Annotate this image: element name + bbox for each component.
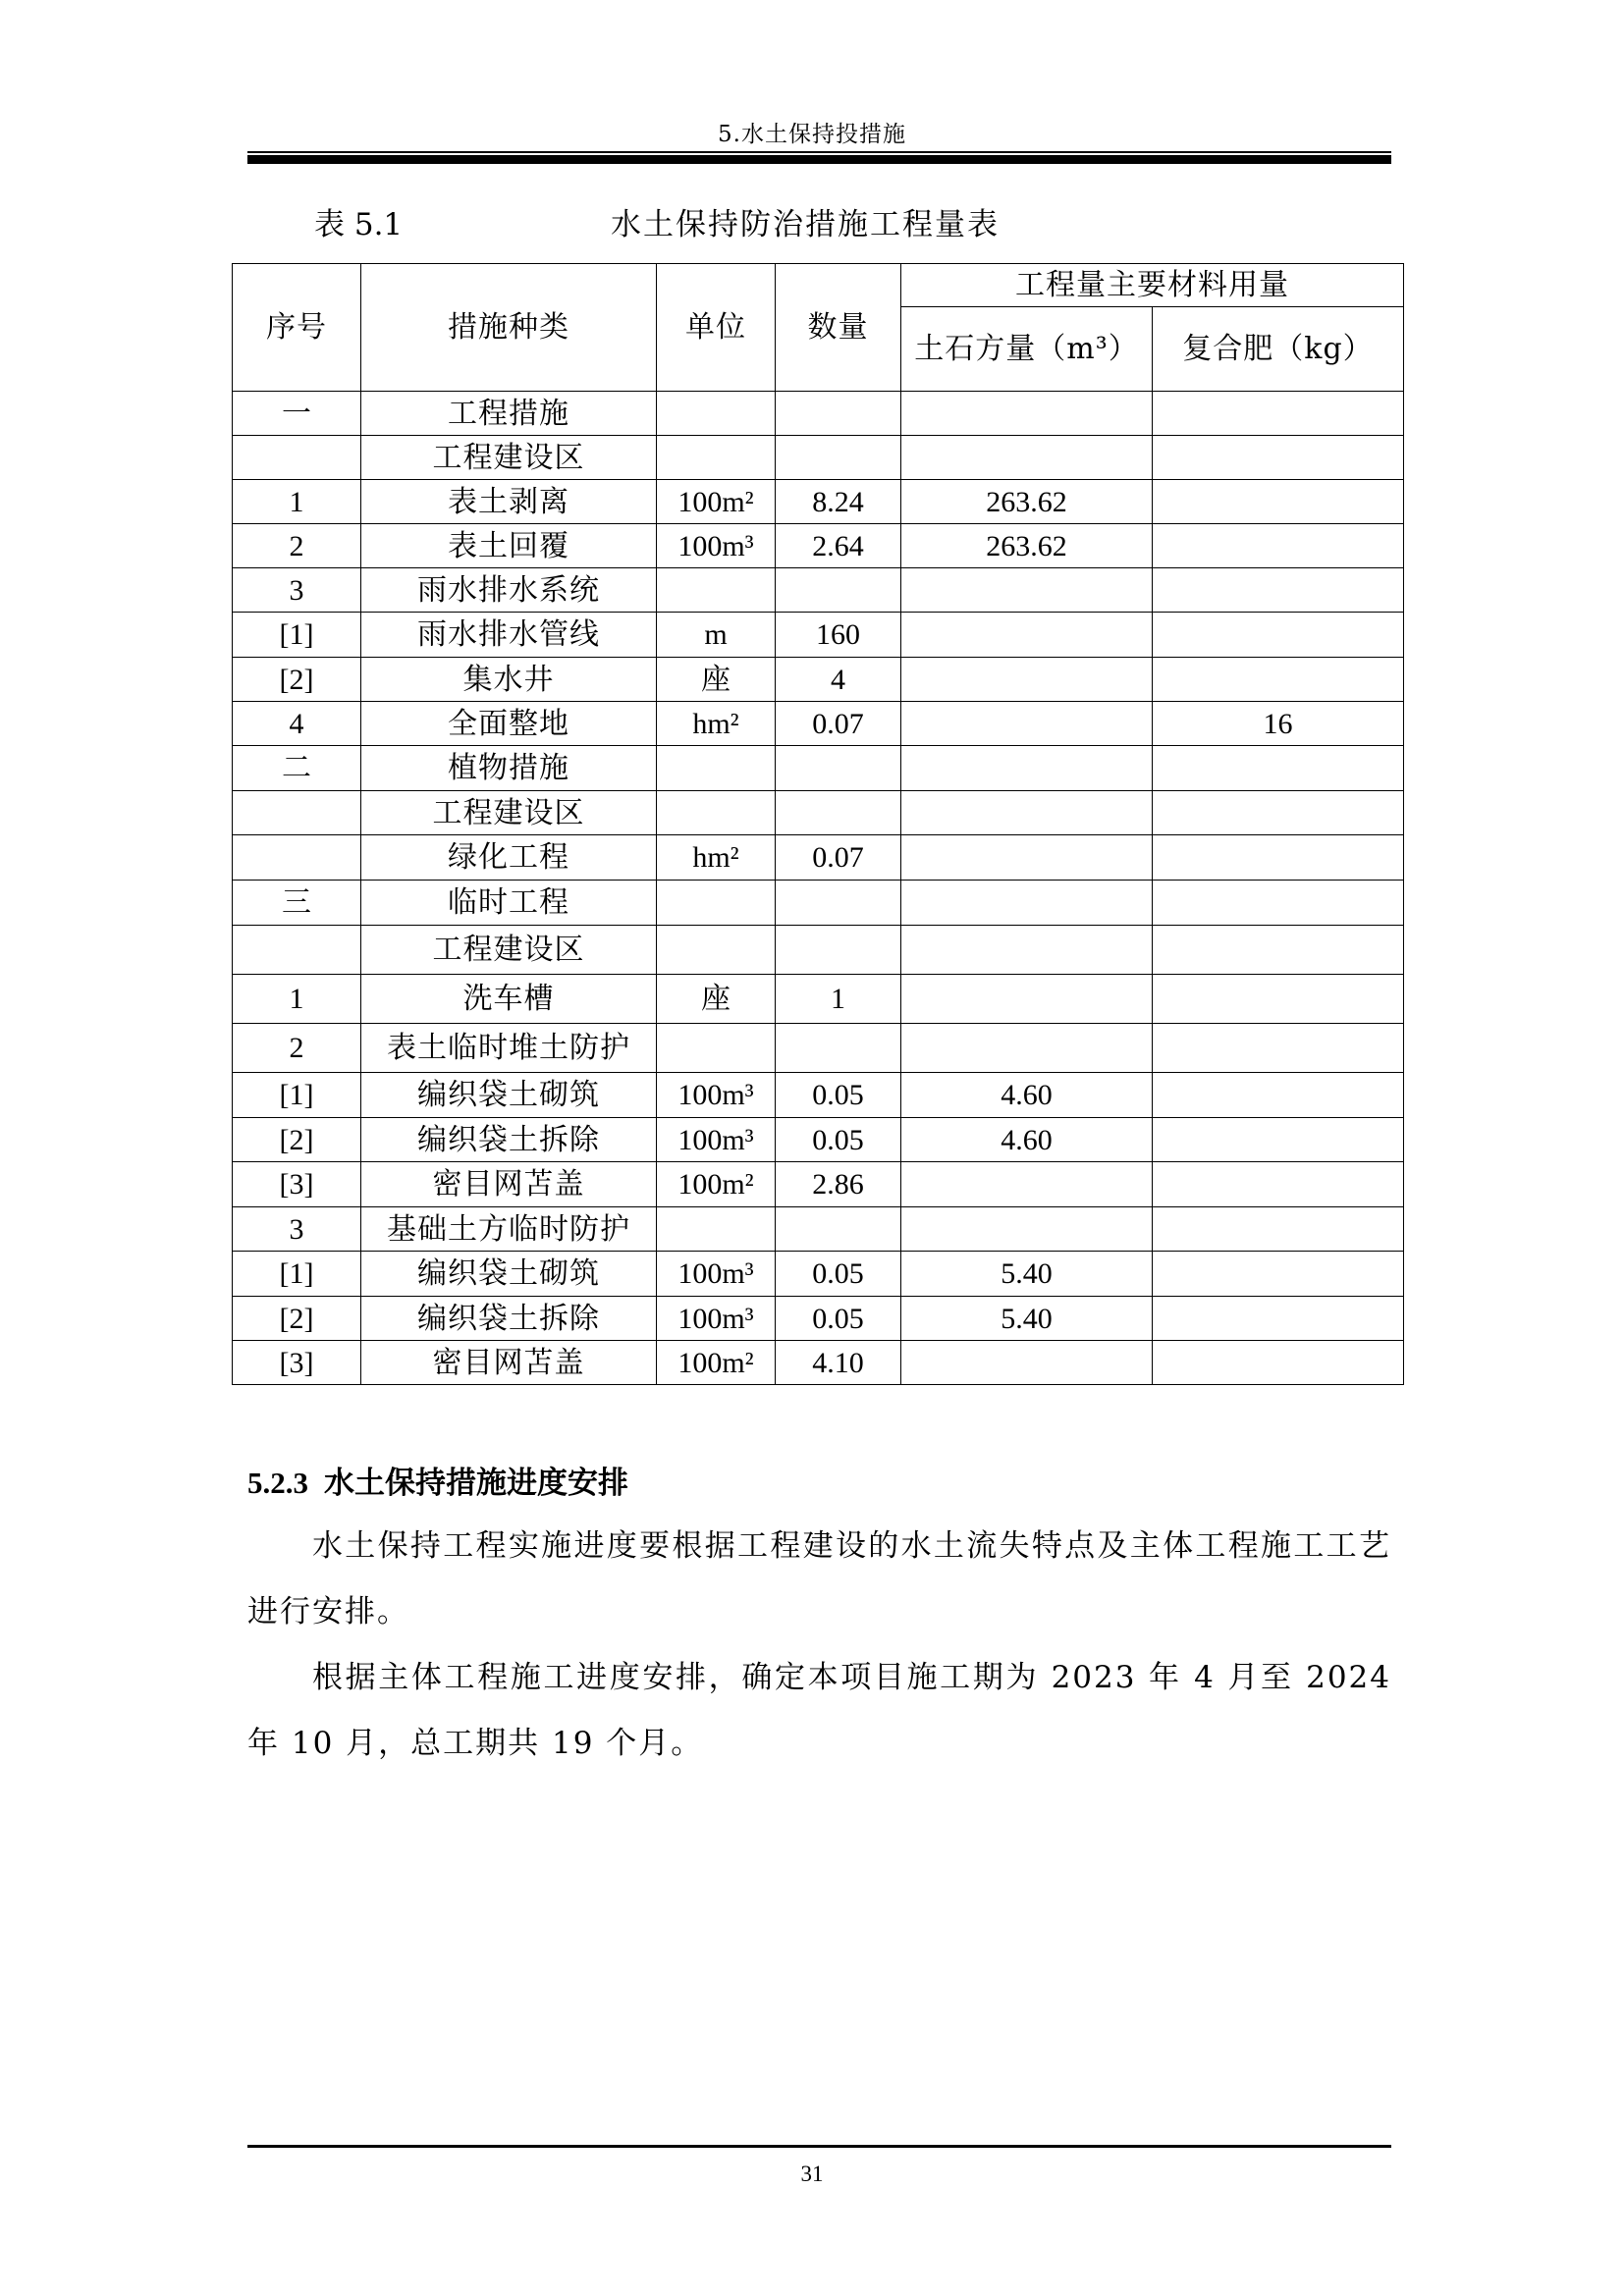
table-row [233,392,1404,436]
cell-earthwork: 4.60 [901,1073,1153,1118]
cell-fertilizer [1153,658,1404,702]
table-row [233,1207,1404,1252]
cell-measure: 工程措施 [361,392,657,436]
cell-unit [657,568,776,613]
header-materials-group: 工程量主要材料用量 [901,264,1404,307]
cell-seq: 1 [233,975,361,1024]
page-number: 31 [800,2162,824,2186]
table-row [233,1118,1404,1162]
cell-fertilizer [1153,1341,1404,1385]
cell-measure: 表土回覆 [361,524,657,568]
table-row [233,658,1404,702]
cell-fertilizer [1153,1297,1404,1341]
cell-earthwork [901,658,1153,702]
table-row [233,524,1404,568]
cell-earthwork: 5.40 [901,1252,1153,1297]
header-rule-thick [247,155,1391,164]
cell-earthwork [901,613,1153,658]
cell-fertilizer [1153,568,1404,613]
table-row [233,926,1404,975]
cell-measure: 基础土方临时防护 [361,1207,657,1252]
cell-seq: 2 [233,1024,361,1073]
cell-unit [657,1024,776,1073]
cell-fertilizer [1153,746,1404,791]
cell-unit: 100m³ [657,1118,776,1162]
cell-seq: [1] [233,1252,361,1297]
cell-quantity: 0.07 [776,835,901,881]
cell-fertilizer [1153,1207,1404,1252]
cell-seq: 三 [233,881,361,926]
table-caption [0,199,1624,242]
cell-seq: 2 [233,524,361,568]
cell-quantity: 4 [776,658,901,702]
cell-earthwork: 4.60 [901,1118,1153,1162]
cell-measure: 洗车槽 [361,975,657,1024]
cell-quantity [776,392,901,436]
cell-seq: 3 [233,1207,361,1252]
cell-measure: 表土剥离 [361,480,657,524]
table-row [233,746,1404,791]
cell-quantity [776,436,901,480]
cell-quantity: 0.07 [776,702,901,746]
table-row [233,835,1404,881]
cell-quantity [776,568,901,613]
cell-unit: 座 [657,658,776,702]
cell-unit: 100m³ [657,1252,776,1297]
header-seq: 序号 [233,264,361,392]
header-earthwork: 土石方量（m³） [901,307,1153,392]
cell-quantity [776,881,901,926]
cell-seq [233,835,361,881]
cell-unit [657,392,776,436]
header-unit: 单位 [657,264,776,392]
cell-measure: 植物措施 [361,746,657,791]
cell-fertilizer [1153,436,1404,480]
table-row [233,881,1404,926]
cell-unit: 100m³ [657,1297,776,1341]
cell-quantity: 160 [776,613,901,658]
cell-earthwork: 5.40 [901,1297,1153,1341]
cell-seq: 3 [233,568,361,613]
cell-earthwork [901,881,1153,926]
cell-measure: 工程建设区 [361,791,657,835]
cell-seq: [2] [233,1118,361,1162]
body-text [247,1514,1391,1777]
cell-seq: [1] [233,613,361,658]
table-row [233,791,1404,835]
cell-seq: [1] [233,1073,361,1118]
cell-unit: 100m² [657,1162,776,1207]
cell-seq: 二 [233,746,361,791]
cell-measure: 编织袋土拆除 [361,1297,657,1341]
cell-measure: 密目网苫盖 [361,1162,657,1207]
cell-earthwork [901,1162,1153,1207]
table-row [233,613,1404,658]
cell-fertilizer [1153,524,1404,568]
cell-unit [657,436,776,480]
paragraph: 根据主体工程施工进度安排，确定本项目施工期为 2023 年 4 月至 2024 年 10 月，总工期共 19 个月。 [247,1660,1391,1761]
cell-earthwork [901,926,1153,975]
cell-earthwork [901,1207,1153,1252]
cell-quantity: 2.64 [776,524,901,568]
cell-earthwork [901,835,1153,881]
cell-quantity: 4.10 [776,1341,901,1385]
header-quantity: 数量 [776,264,901,392]
header-rule-thin [247,151,1391,153]
cell-fertilizer [1153,1252,1404,1297]
cell-quantity [776,746,901,791]
cell-unit: 100m² [657,480,776,524]
cell-fertilizer [1153,791,1404,835]
cell-fertilizer [1153,1118,1404,1162]
cell-fertilizer: 16 [1153,702,1404,746]
cell-quantity: 0.05 [776,1118,901,1162]
cell-unit: m [657,613,776,658]
cell-measure: 雨水排水管线 [361,613,657,658]
footer-rule [247,2145,1391,2148]
table-row [233,480,1404,524]
table-row [233,1252,1404,1297]
cell-unit: 座 [657,975,776,1024]
cell-seq: 一 [233,392,361,436]
cell-measure: 绿化工程 [361,835,657,881]
table-row [233,1341,1404,1385]
table-row [233,702,1404,746]
cell-measure: 表土临时堆土防护 [361,1024,657,1073]
cell-measure: 雨水排水系统 [361,568,657,613]
cell-measure: 工程建设区 [361,926,657,975]
cell-fertilizer [1153,1073,1404,1118]
cell-measure: 临时工程 [361,881,657,926]
cell-seq: [3] [233,1341,361,1385]
cell-measure: 密目网苫盖 [361,1341,657,1385]
cell-earthwork [901,791,1153,835]
cell-measure: 编织袋土拆除 [361,1118,657,1162]
cell-measure: 全面整地 [361,702,657,746]
table-row [233,1073,1404,1118]
cell-quantity: 1 [776,975,901,1024]
table-row [233,1297,1404,1341]
cell-quantity [776,926,901,975]
cell-unit: hm² [657,835,776,881]
cell-fertilizer [1153,926,1404,975]
table-body [233,392,1404,1385]
cell-quantity [776,791,901,835]
cell-seq: [3] [233,1162,361,1207]
table-caption-title: 水土保持防治措施工程量表 [611,207,1000,242]
cell-unit: 100m³ [657,1073,776,1118]
cell-seq: 4 [233,702,361,746]
cell-quantity: 2.86 [776,1162,901,1207]
cell-seq [233,436,361,480]
cell-unit [657,1207,776,1252]
table-row [233,1024,1404,1073]
section-number: 5.2.3 [247,1466,308,1500]
cell-earthwork [901,1024,1153,1073]
cell-earthwork [901,436,1153,480]
cell-quantity: 0.05 [776,1073,901,1118]
cell-earthwork [901,1341,1153,1385]
cell-earthwork [901,568,1153,613]
cell-earthwork [901,746,1153,791]
cell-fertilizer [1153,613,1404,658]
table-row [233,975,1404,1024]
cell-fertilizer [1153,881,1404,926]
cell-unit [657,791,776,835]
cell-quantity [776,1207,901,1252]
cell-quantity: 0.05 [776,1252,901,1297]
cell-unit [657,926,776,975]
table-row [233,568,1404,613]
table-row [233,436,1404,480]
cell-unit: 100m³ [657,524,776,568]
cell-earthwork [901,392,1153,436]
cell-measure: 集水井 [361,658,657,702]
cell-fertilizer [1153,1024,1404,1073]
cell-unit: hm² [657,702,776,746]
table-row [233,1162,1404,1207]
cell-earthwork: 263.62 [901,524,1153,568]
cell-seq [233,791,361,835]
cell-quantity: 0.05 [776,1297,901,1341]
cell-fertilizer [1153,835,1404,881]
measures-table [232,263,1404,1385]
cell-earthwork: 263.62 [901,480,1153,524]
section-heading [247,1458,628,1502]
cell-fertilizer [1153,1162,1404,1207]
header-measure: 措施种类 [361,264,657,392]
cell-unit [657,746,776,791]
cell-fertilizer [1153,975,1404,1024]
cell-unit [657,881,776,926]
cell-measure: 工程建设区 [361,436,657,480]
cell-seq: [2] [233,1297,361,1341]
cell-seq: [2] [233,658,361,702]
header-fertilizer: 复合肥（kg） [1153,307,1404,392]
cell-measure: 编织袋土砌筑 [361,1252,657,1297]
cell-earthwork [901,702,1153,746]
cell-unit: 100m² [657,1341,776,1385]
cell-quantity [776,1024,901,1073]
table-caption-number: 表 5.1 [314,207,404,242]
cell-measure: 编织袋土砌筑 [361,1073,657,1118]
section-title: 水土保持措施进度安排 [324,1466,628,1501]
cell-quantity: 8.24 [776,480,901,524]
cell-seq: 1 [233,480,361,524]
cell-earthwork [901,975,1153,1024]
paragraph: 水土保持工程实施进度要根据工程建设的水土流失特点及主体工程施工工艺进行安排。 [247,1528,1391,1629]
cell-fertilizer [1153,392,1404,436]
cell-fertilizer [1153,480,1404,524]
running-header: 5.水土保持投措施 [718,122,906,147]
cell-seq [233,926,361,975]
